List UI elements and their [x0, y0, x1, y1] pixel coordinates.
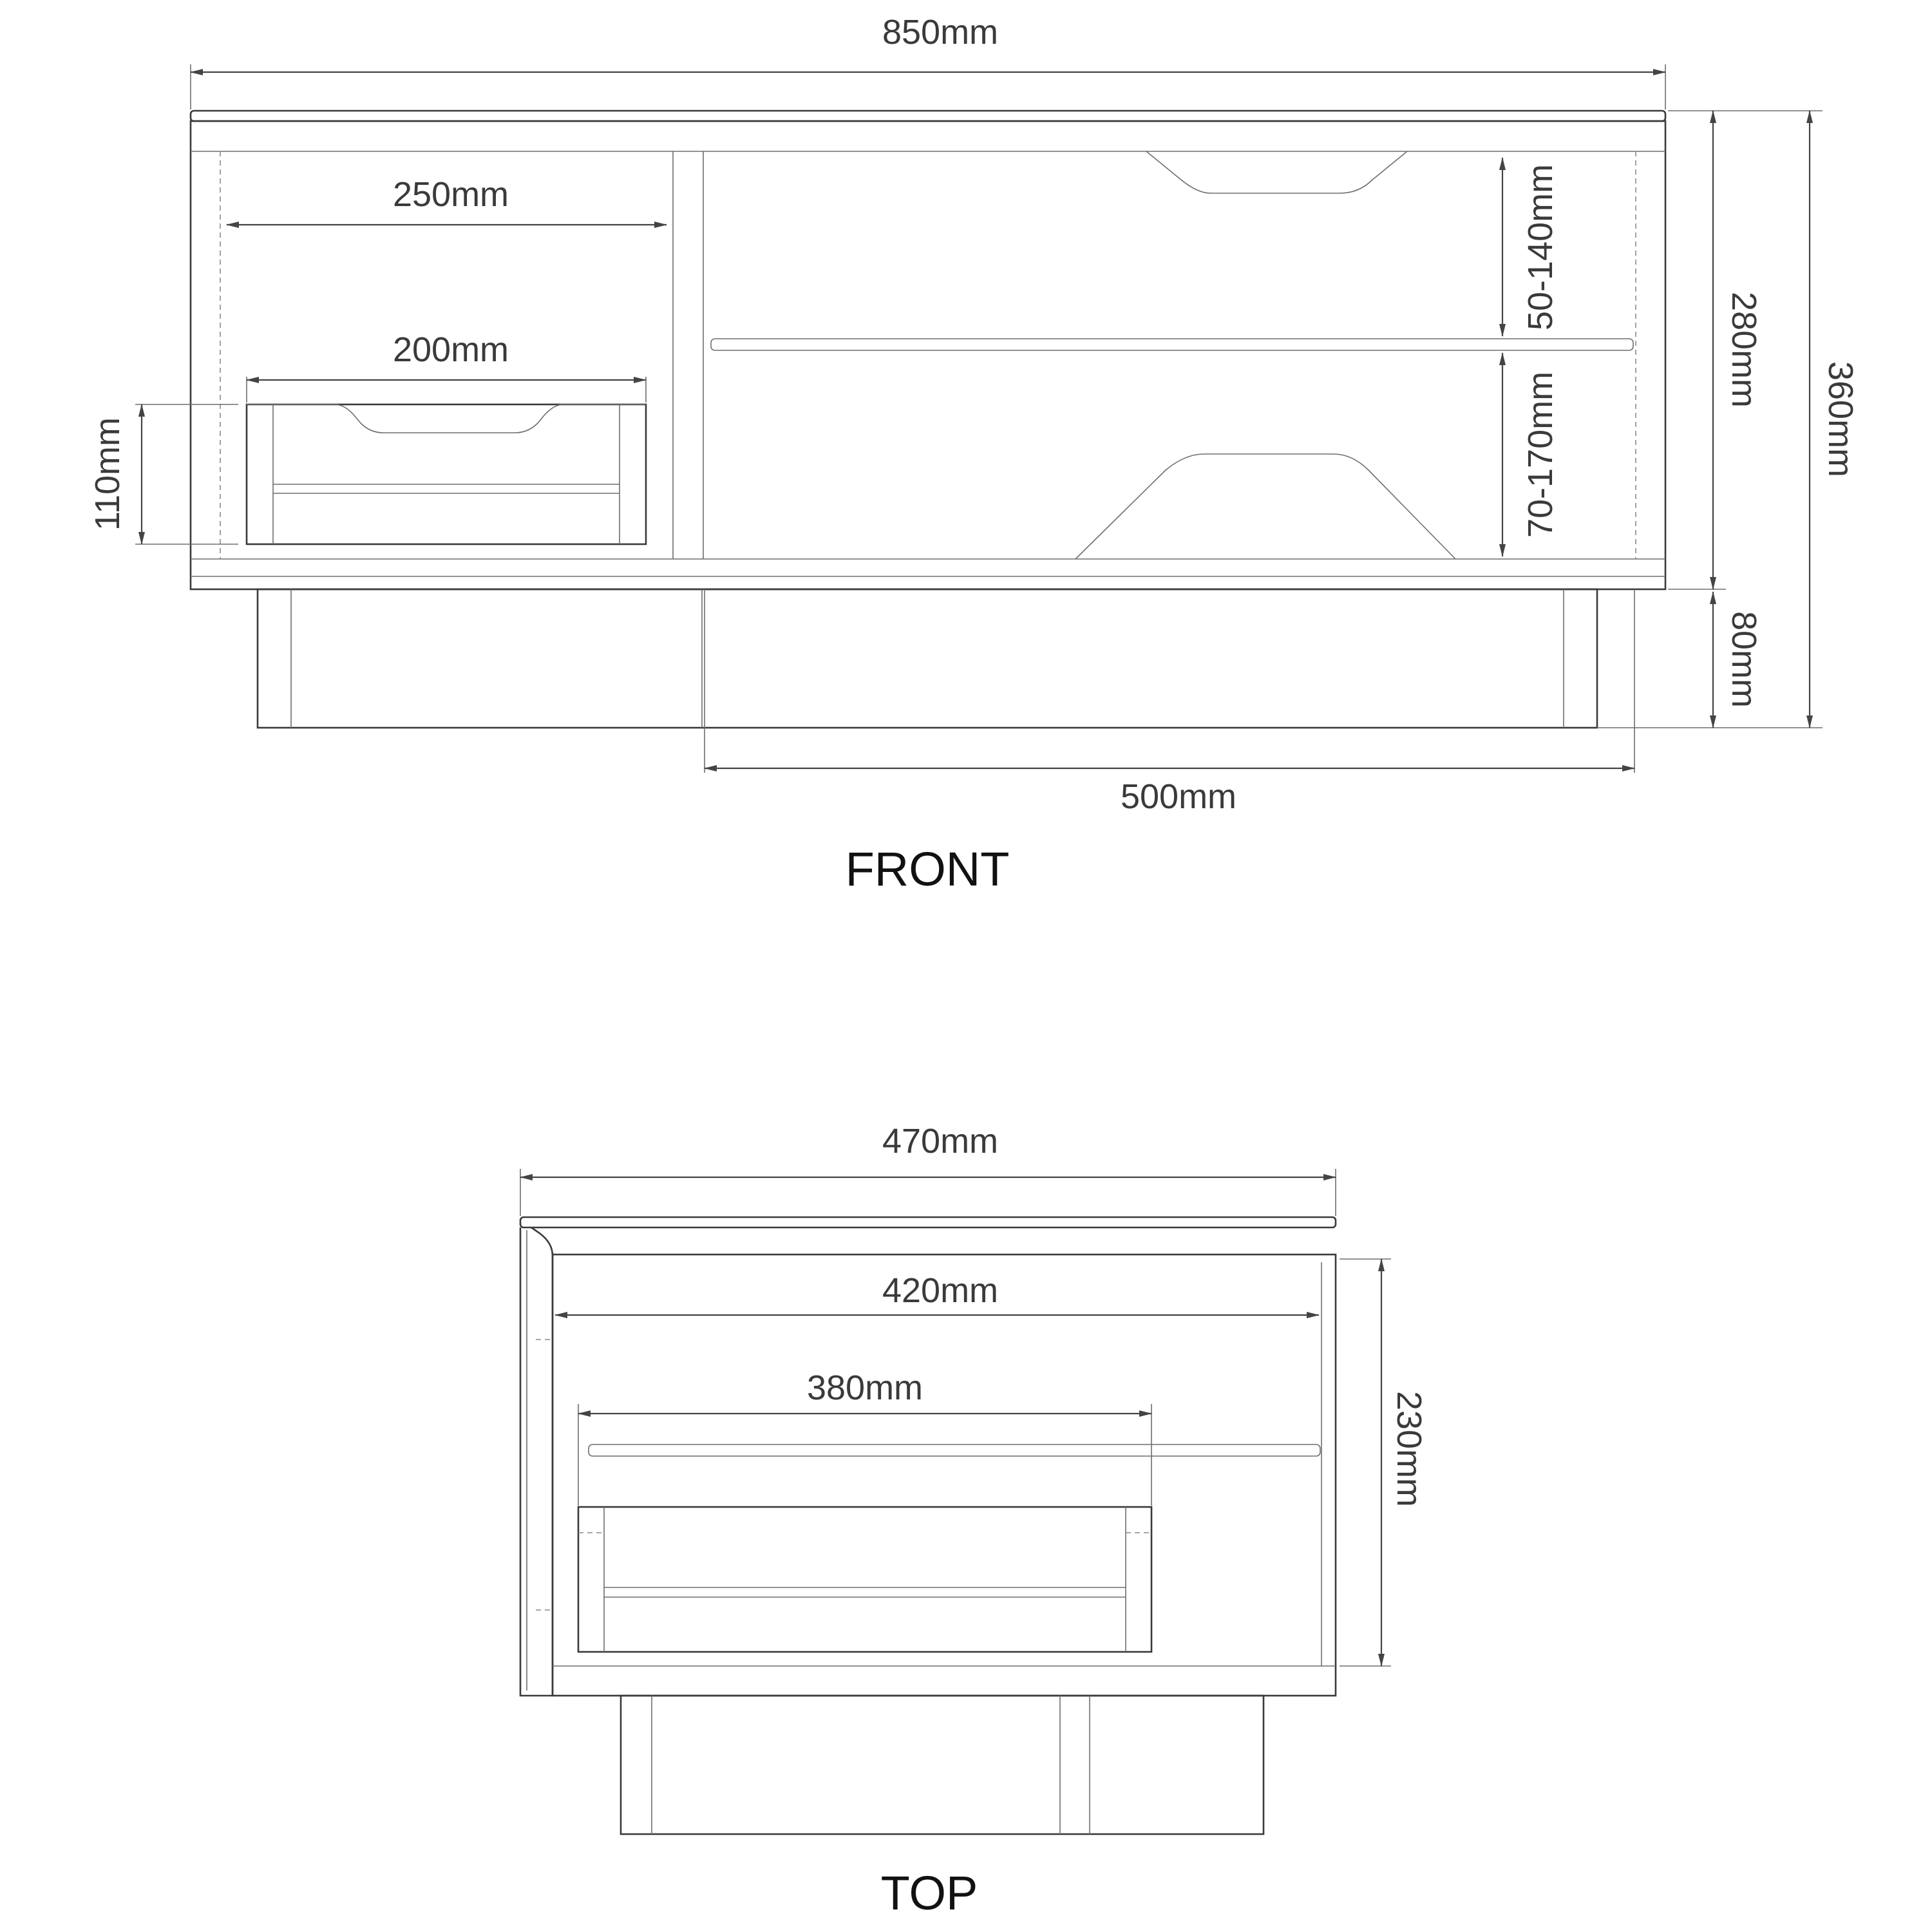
dim-top-overall-width [520, 1122, 1336, 1216]
dim-label-110: 110mm [88, 417, 127, 531]
dim-label-360: 360mm [1821, 361, 1860, 478]
dim-front-overall-width [191, 13, 1665, 109]
top-view-drawer [578, 1507, 1151, 1652]
dim-label-850: 850mm [882, 13, 999, 52]
top-view [520, 1122, 1428, 1920]
front-lower-cutout [1075, 454, 1455, 559]
front-view-title: FRONT [845, 842, 1010, 896]
dim-front-drawer-width [247, 330, 646, 402]
dim-label-50-140: 50-140mm [1521, 164, 1560, 331]
dim-label-420: 420mm [882, 1271, 999, 1310]
front-top-slab [191, 111, 1665, 121]
dim-label-500: 500mm [1120, 777, 1237, 816]
dim-label-70-170: 70-170mm [1521, 371, 1560, 538]
dim-top-inner-width [555, 1271, 1319, 1315]
drawer-handle-cutout [247, 404, 646, 433]
dim-label-280: 280mm [1725, 291, 1763, 408]
dim-label-250: 250mm [392, 175, 509, 214]
dim-front-drawer-opening [227, 175, 667, 225]
dim-label-80: 80mm [1725, 611, 1763, 708]
dim-top-depth [1340, 1259, 1428, 1666]
dim-label-230: 230mm [1390, 1390, 1428, 1508]
front-drawer [247, 404, 646, 544]
top-view-body [553, 1255, 1336, 1696]
dim-label-200: 200mm [392, 330, 509, 369]
front-base [258, 589, 1597, 728]
front-upper-cutout [1146, 151, 1407, 193]
dim-front-upper-shelf-gap [1502, 158, 1560, 336]
dim-top-shelf-width [578, 1368, 1151, 1506]
top-view-slab [520, 1217, 1336, 1227]
dim-front-base-width [705, 589, 1634, 816]
dim-front-base-height [1713, 592, 1763, 728]
dim-front-body-height [1668, 111, 1763, 589]
top-view-base [621, 1696, 1264, 1834]
dim-label-380: 380mm [806, 1368, 923, 1407]
front-adjustable-shelf [711, 339, 1633, 350]
top-view-title: TOP [880, 1866, 978, 1920]
front-view [88, 13, 1860, 896]
dim-label-470: 470mm [882, 1122, 999, 1160]
dim-front-drawer-height [88, 404, 238, 544]
dim-front-lower-shelf-gap [1502, 353, 1560, 556]
top-view-shelf [589, 1444, 1320, 1456]
